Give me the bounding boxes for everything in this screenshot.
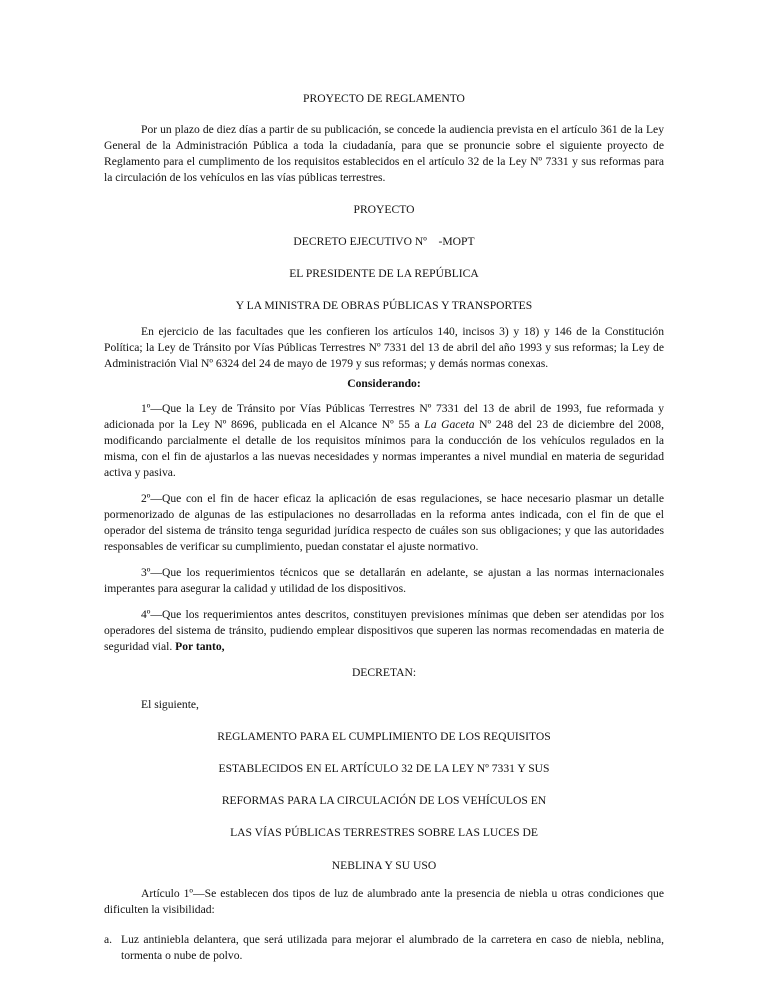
c4-text: 4º—Que los requerimientos antes descritos, constituyen previsiones mínimas que deben ser atendidas por los operadores del sistema de tránsito, pudiendo emplear dispositivos que superen las normas recomendadas en materia de seguridad vial. — [104, 608, 664, 653]
considerando-3: 3º—Que los requerimientos técnicos que se detallarán en adelante, se ajustan a las normas internacionales imperantes para asegurar la calidad y utilidad de los dispositivos. — [104, 566, 664, 595]
reglamento-line: LAS VÍAS PÚBLICAS TERRESTRES SOBRE LAS LUCES DE — [230, 826, 538, 839]
decretan-heading: DECRETAN: — [351, 666, 417, 679]
considerando-4 — [104, 607, 664, 655]
considerando-2: 2º—Que con el fin de hacer eficaz la aplicación de esas regulaciones, se hace necesario plasmar un detalle pormenorizado de algunas de las estipulaciones no desarrolladas en la reforma antes indicada, con el fin de que el operador del sistema de tránsito tenga seguridad jurídica respecto de cuáles son sus obligaciones; y que las autoridades responsables de verificar su cumplimiento, puedan constatar el ajuste normativo. — [104, 492, 664, 553]
intro-paragraph: Por un plazo de diez días a partir de su publicación, se concede la audiencia prevista en el artículo 361 de la Ley General de la Administración Pública a toda la ciudadanía, para que se pronuncie sobre el siguiente proyecto de Reglamento para el cumplimento de los requisitos establecidos en el artículo 32 de la Ley Nº 7331 y sus reformas para la circulación de los vehículos en las vías públicas terrestres. — [104, 123, 664, 184]
reglamento-line: NEBLINA Y SU USO — [331, 859, 437, 872]
reglamento-line: ESTABLECIDOS EN EL ARTÍCULO 32 DE LA LEY Nº 7331 Y SUS — [218, 762, 550, 775]
considerando-1 — [104, 401, 664, 481]
ministra-heading: Y LA MINISTRA DE OBRAS PÚBLICAS Y TRANSPORTES — [235, 299, 533, 312]
gazette-name: La Gaceta — [424, 418, 475, 431]
articulo-1: Artículo 1º—Se establecen dos tipos de luz de alumbrado ante la presencia de niebla u otras condiciones que dificulten la visibilidad: — [104, 887, 664, 916]
list-item-text: Luz antiniebla delantera, que será utilizada para mejorar el alumbrado de la carretera en caso de niebla, neblina, tormenta o nube de polvo. — [121, 933, 664, 962]
list-marker: a. — [104, 933, 113, 946]
reglamento-line: REGLAMENTO PARA EL CUMPLIMIENTO DE LOS REQUISITOS — [217, 730, 551, 743]
list-item — [104, 932, 664, 964]
considerando-heading: Considerando: — [347, 377, 421, 390]
reglamento-line: REFORMAS PARA LA CIRCULACIÓN DE LOS VEHÍCULOS EN — [221, 794, 547, 807]
decreto-heading: DECRETO EJECUTIVO Nº -MOPT — [293, 235, 475, 248]
siguiente-text: El siguiente, — [141, 698, 199, 711]
proyecto-heading: PROYECTO — [353, 203, 415, 216]
c1-text: 1º—Que la Ley de Tránsito por Vías Públicas Terrestres Nº 7331 del 13 de abril de 1993, fue reformada y adicionada por la Ley Nº 8696, publicada en el Alcance Nº 55 a — [104, 402, 664, 431]
ejercicio-paragraph: En ejercicio de las facultades que les confieren los artículos 140, incisos 3) y 18) y 146 de la Constitución Política; la Ley de Tránsito por Vías Públicas Terrestres Nº 7331 del 13 de abril del año 1993 y sus reformas; la Ley de Administración Vial Nº 6324 del 24 de mayo de 1979 y sus reformas; y demás normas conexas. — [104, 325, 664, 370]
document-title: PROYECTO DE REGLAMENTO — [303, 92, 465, 105]
presidente-heading: EL PRESIDENTE DE LA REPÚBLICA — [289, 267, 479, 280]
por-tanto: Por tanto, — [175, 640, 225, 653]
c1-text-rest: Nº 248 del 23 de diciembre del 2008, modificando parcialmente el detalle de los requisitos mínimos para la conducción de los vehículos regulados en la misma, con el fin de ajustarlos a las nuevas necesidades y normas imperantes a nivel mundial en materia de seguridad activa y pasiva. — [104, 418, 664, 479]
